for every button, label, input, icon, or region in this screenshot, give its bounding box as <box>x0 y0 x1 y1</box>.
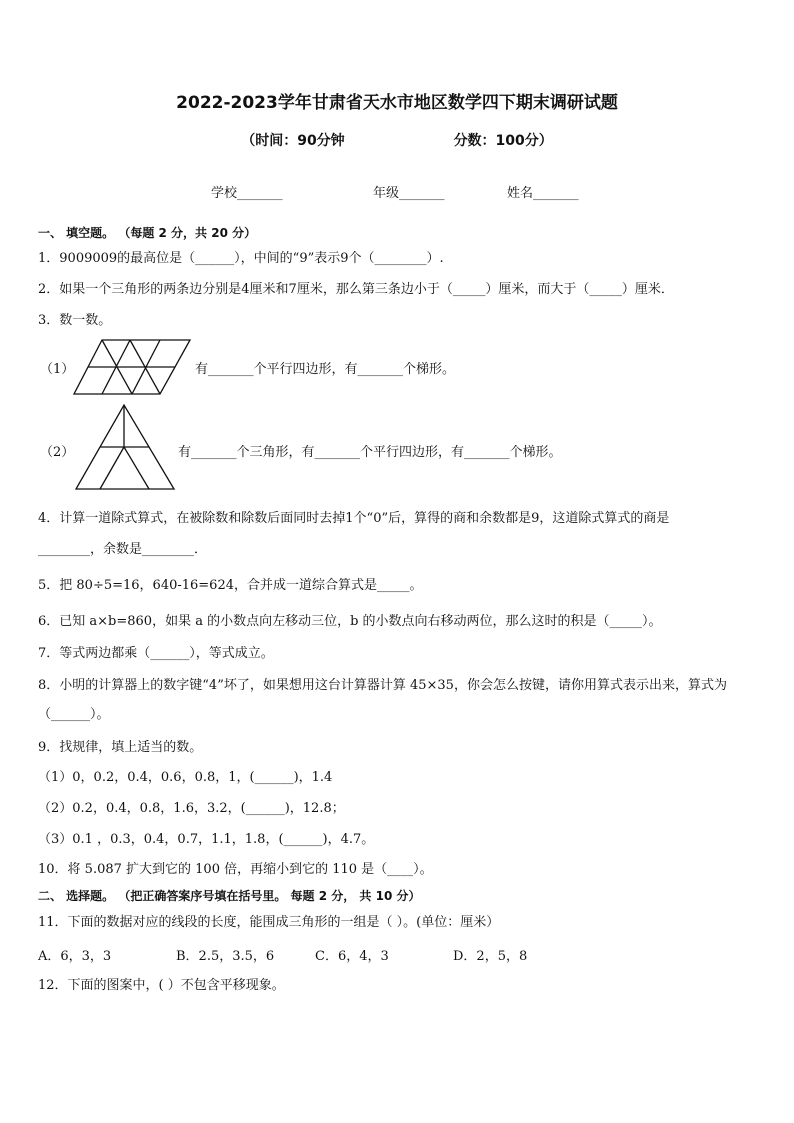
question-2: 2．如果一个三角形的两条边分别是4厘米和7厘米，那么第三条边小于（_____）厘米，而大于（_____）厘米． <box>38 282 674 297</box>
page-title: 2022-2023学年甘肃省天水市地区数学四下期末调研试题 <box>176 93 618 113</box>
question-6: 6．已知 a×b=860，如果 a 的小数点向左移动三位，b 的小数点向右移动两位，那么这时的积是（_____）。 <box>38 614 662 629</box>
question-10: 10．将 5.087 扩大到它的 100 倍，再缩小到它的 110 是（____）。 <box>38 862 433 877</box>
question-9-part3: （3）0.1 ，0.3，0.4，0.7，1.1，1.8，(______)，4.7。 <box>38 832 375 847</box>
q11-option-c[interactable]: C．6，4，3 <box>315 949 389 964</box>
q3-part2-text: 有_______个三角形，有_______个平行四边形，有_______个梯形。 <box>178 445 562 460</box>
total-score: 分数：100分） <box>453 133 553 149</box>
question-9-part2: （2）0.2，0.4，0.8，1.6，3.2，(______)，12.8； <box>38 801 345 816</box>
q3-part2-label: （2） <box>40 445 75 460</box>
question-11: 11．下面的数据对应的线段的长度，能围成三角形的一组是（ ）。(单位：厘米） <box>38 915 500 930</box>
school-field[interactable]: 学校_______ <box>211 186 283 201</box>
section2-heading: 二、 选择题。 （把正确答案序号填在括号里。 每题 2 分， 共 10 分） <box>38 889 421 903</box>
question-9: 9．找规律，填上适当的数。 <box>38 740 203 755</box>
time-limit: （时间：90分钟 <box>241 133 345 149</box>
q11-option-a[interactable]: A．6，3，3 <box>38 949 112 964</box>
question-4-line1: 4．计算一道除式算式，在被除数和除数后面同时去掉1个“0”后，算得的商和余数都是9，这道除式算式的商是 <box>38 511 670 526</box>
question-5: 5．把 80÷5=16，640-16=624，合并成一道综合算式是_____。 <box>38 578 423 593</box>
question-8-line2: （______）。 <box>38 707 110 722</box>
exam-meta <box>0 130 794 150</box>
grade-field[interactable]: 年级_______ <box>373 186 445 201</box>
question-3: 3．数一数。 <box>38 313 112 328</box>
name-field[interactable]: 姓名_______ <box>507 186 579 201</box>
question-4-line2: ________，余数是________． <box>38 542 208 557</box>
question-8-line1: 8．小明的计算器上的数字键“4”坏了，如果想用这台计算器计算 45×35，你会怎么按键，请你用算式表示出来，算式为 <box>38 678 727 693</box>
q3-part1-text: 有_______个平行四边形，有_______个梯形。 <box>195 362 456 377</box>
parallelogram-figure <box>72 338 192 396</box>
question-12: 12．下面的图案中，( ）不包含平移现象。 <box>38 978 285 993</box>
section1-heading: 一、 填空题。 （每题 2 分，共 20 分） <box>38 226 257 240</box>
q11-option-b[interactable]: B．2.5，3.5，6 <box>176 949 275 964</box>
question-1: 1．9009009的最高位是（______），中间的“9”表示9个（________）. <box>38 251 444 266</box>
question-9-part1: （1）0，0.2，0.4，0.6，0.8，1，(______)，1.4 <box>38 770 333 785</box>
question-7: 7．等式两边都乘（______），等式成立。 <box>38 646 274 661</box>
triangle-figure <box>74 403 176 491</box>
q11-option-d[interactable]: D．2，5，8 <box>453 949 528 964</box>
q3-part1-label: （1） <box>40 362 75 377</box>
